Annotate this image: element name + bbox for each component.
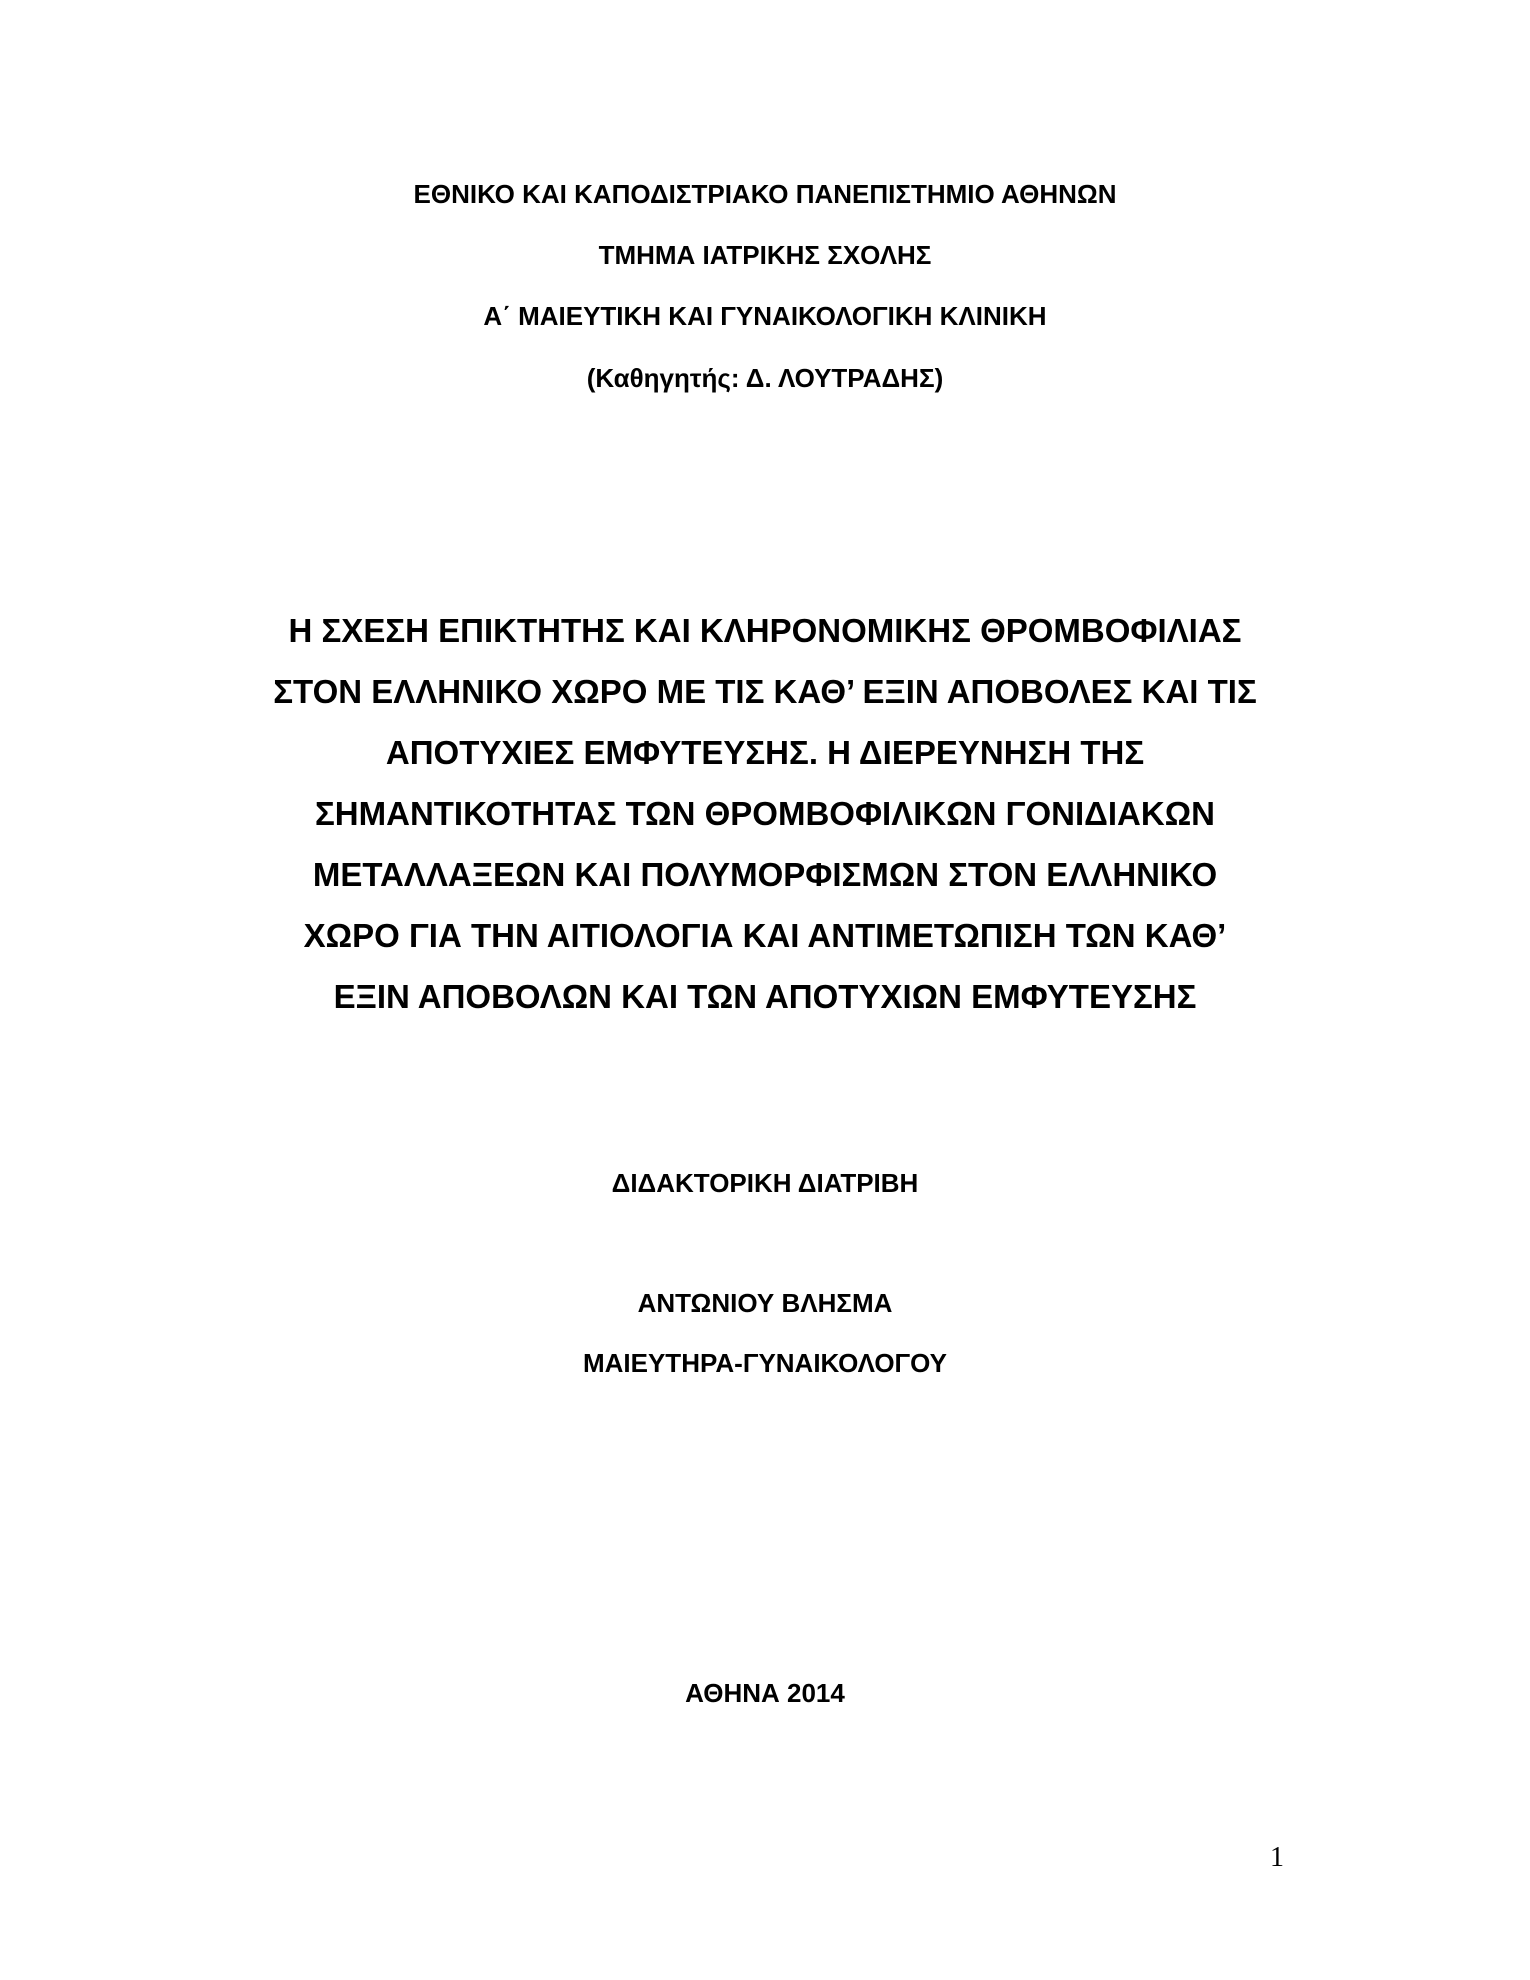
- page-number: 1: [1270, 1842, 1284, 1873]
- author-role: ΜΑΙΕΥΤΗΡΑ-ΓΥΝΑΙΚΟΛΟΓΟΥ: [582, 1348, 948, 1378]
- place-year: ΑΘΗΝΑ 2014: [685, 1678, 845, 1708]
- professor-name: (Καθηγητής: Δ. ΛΟΥΤΡΑΔΗΣ): [586, 363, 944, 393]
- department-name: ΤΜΗΜΑ ΙΑΤΡΙΚΗΣ ΣΧΟΛΗΣ: [598, 240, 932, 270]
- title-line: ΕΞΙΝ ΑΠΟΒΟΛΩΝ ΚΑΙ ΤΩΝ ΑΠΟΤΥΧΙΩΝ ΕΜΦΥΤΕΥΣΗΣ: [333, 978, 1197, 1015]
- title-line: ΣΗΜΑΝΤΙΚΟΤΗΤΑΣ ΤΩΝ ΘΡΟΜΒΟΦΙΛΙΚΩΝ ΓΟΝΙΔΙΑΚΩΝ: [314, 795, 1216, 832]
- thesis-type: ΔΙΔΑΚΤΟΡΙΚΗ ΔΙΑΤΡΙΒΗ: [611, 1168, 919, 1198]
- title-line: ΜΕΤΑΛΛΑΞΕΩΝ ΚΑΙ ΠΟΛΥΜΟΡΦΙΣΜΩΝ ΣΤΟΝ ΕΛΛΗΝΙΚΟ: [312, 856, 1218, 893]
- title-line: Η ΣΧΕΣΗ ΕΠΙΚΤΗΤΗΣ ΚΑΙ ΚΛΗΡΟΝΟΜΙΚΗΣ ΘΡΟΜΒΟΦΙΛΙΑΣ: [288, 612, 1242, 649]
- title-line: ΑΠΟΤΥΧΙΕΣ ΕΜΦΥΤΕΥΣΗΣ. Η ΔΙΕΡΕΥΝΗΣΗ ΤΗΣ: [385, 734, 1145, 771]
- title-line: ΧΩΡΟ ΓΙΑ ΤΗΝ ΑΙΤΙΟΛΟΓΙΑ ΚΑΙ ΑΝΤΙΜΕΤΩΠΙΣΗ ΤΩΝ ΚΑΘ’: [303, 917, 1227, 954]
- university-name: ΕΘΝΙΚΟ ΚΑΙ ΚΑΠΟΔΙΣΤΡΙΑΚΟ ΠΑΝΕΠΙΣΤΗΜΙΟ ΑΘΗΝΩΝ: [413, 179, 1117, 209]
- title-line: ΣΤΟΝ ΕΛΛΗΝΙΚΟ ΧΩΡΟ ΜΕ ΤΙΣ ΚΑΘ’ ΕΞΙΝ ΑΠΟΒΟΛΕΣ ΚΑΙ ΤΙΣ: [273, 673, 1257, 710]
- author-name: ΑΝΤΩΝΙΟΥ ΒΛΗΣΜΑ: [637, 1288, 893, 1318]
- clinic-name: Α΄ ΜΑΙΕΥΤΙΚΗ ΚΑΙ ΓΥΝΑΙΚΟΛΟΓΙΚΗ ΚΛΙΝΙΚΗ: [483, 301, 1047, 331]
